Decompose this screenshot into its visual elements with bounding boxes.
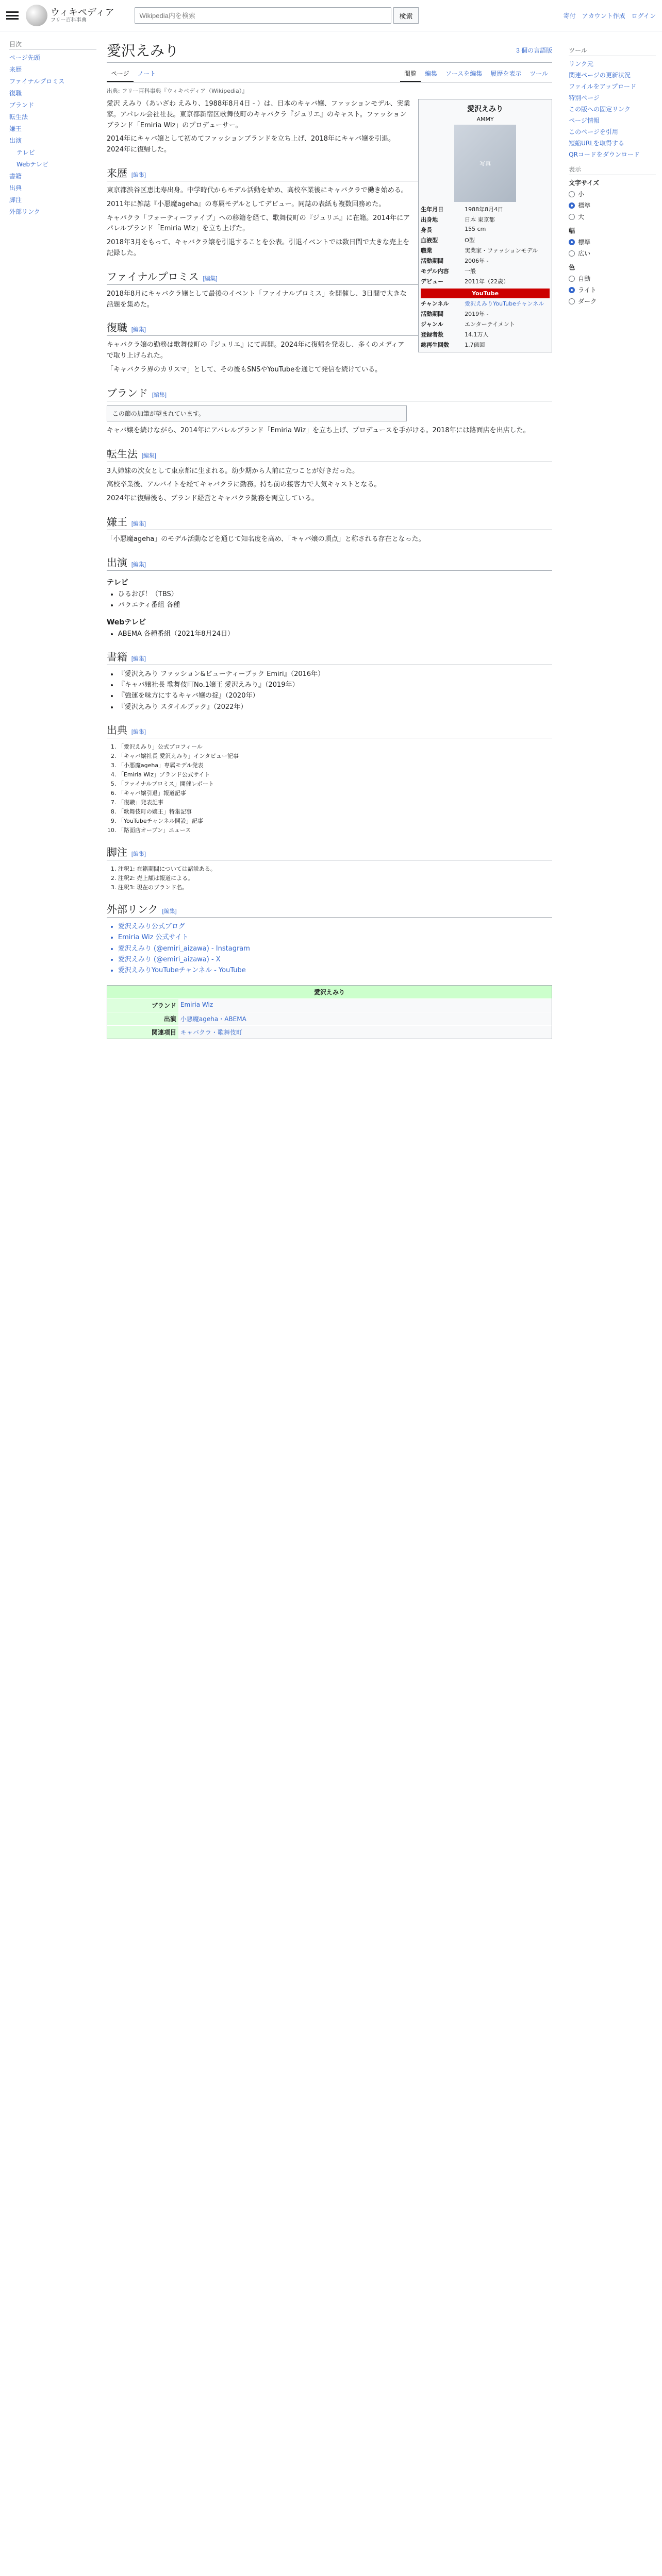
section-heading	[107, 901, 552, 918]
navbox-value[interactable]: Emiria Wiz	[178, 999, 552, 1012]
personal-links	[564, 11, 656, 20]
login-link[interactable]: ログイン	[631, 12, 656, 20]
section-title: ファイナルプロミス	[106, 270, 199, 283]
toc-item[interactable]: 嫌王	[9, 125, 22, 132]
external-link[interactable]: • 愛沢えみり (@emiri_aizawa) - X	[118, 955, 552, 965]
infobox-value: 2006年 -	[465, 258, 489, 264]
infobox-value: O型	[465, 237, 475, 244]
radio-label: ライト	[578, 286, 597, 294]
external-link[interactable]: • 愛沢えみりYouTubeチャンネル - YouTube	[118, 965, 552, 976]
search-input[interactable]	[135, 7, 391, 24]
infobox-row	[421, 245, 550, 256]
tool-link[interactable]: QRコードをダウンロード	[569, 151, 640, 158]
infobox-row	[421, 214, 550, 225]
width-standard-radio[interactable]	[569, 238, 656, 246]
edit-link[interactable]: [編集]	[141, 452, 156, 459]
infobox-value: 一般	[465, 268, 476, 275]
portrait-image[interactable]	[454, 125, 516, 202]
toc-item[interactable]: 来歴	[9, 66, 22, 73]
subsection-title: テレビ	[106, 578, 128, 587]
navbox-key: ブランド	[107, 999, 178, 1012]
radio-label: 標準	[578, 239, 591, 246]
infobox-value: エンターテイメント	[465, 321, 515, 328]
radio-label: 小	[578, 191, 585, 198]
edit-link[interactable]: [編集]	[131, 327, 146, 333]
toc-item[interactable]: 脚注	[9, 196, 22, 204]
section-title: 復職	[106, 321, 127, 334]
intro-paragraph: 愛沢 えみり（あいざわ えみり、1988年8月4日 - ）は、日本のキャバ嬢、ファッションモデル、実業家。アパレル会社社長。東京都新宿区歌舞伎町のキャバクラ『ジュリエ』のキャスト。ファッションブランド「Emiria Wiz」のプロデューサー。	[106, 100, 410, 129]
infobox-row	[421, 340, 550, 350]
tab-tools[interactable]: ツール	[529, 70, 549, 77]
tab-edit-source[interactable]: ソースを編集	[445, 70, 483, 77]
subsection-title: Webテレビ	[106, 618, 146, 627]
section-title: 出演	[106, 556, 127, 569]
youtube-section-header: YouTube	[421, 289, 550, 298]
infobox-row	[421, 309, 550, 319]
radio-label: 標準	[578, 202, 591, 209]
edit-link[interactable]: [編集]	[131, 561, 146, 568]
reference-item[interactable]: 1. 「愛沢えみり」公式プロフィール	[118, 742, 552, 751]
tab-talk[interactable]: ノート	[137, 70, 156, 77]
infobox-value: 1.7億回	[465, 342, 485, 348]
paragraph: 2018年3月をもって、キャバクラ嬢を引退することを公表。引退イベントでは数日間で大きな売上を記録した。	[106, 239, 409, 257]
section-heading	[107, 446, 552, 462]
infobox-value: 14.1万人	[465, 331, 489, 338]
radio-selected-icon	[569, 287, 575, 293]
infobox-row	[421, 256, 550, 266]
tab-read[interactable]: 閲覧	[400, 66, 421, 82]
infobox-row	[421, 319, 550, 329]
edit-link[interactable]: [編集]	[131, 851, 146, 858]
external-link[interactable]: • Emiria Wiz 公式サイト	[118, 933, 552, 943]
section-title: 出典	[106, 723, 127, 736]
logo-title: ウィキペディア	[51, 7, 114, 18]
infobox-value: 日本 東京都	[465, 216, 495, 223]
notes-list	[107, 865, 552, 892]
tool-link[interactable]: この版への固定リンク	[569, 106, 631, 113]
radio-selected-icon	[569, 202, 575, 209]
language-button[interactable]: 3 個の言語版	[516, 46, 553, 54]
section-title: 脚注	[106, 846, 127, 859]
youtube-channel-link[interactable]: 愛沢えみりYouTubeチャンネル	[465, 300, 544, 307]
section-heading	[107, 554, 552, 571]
infobox-key: チャンネル	[421, 300, 449, 307]
list-item: • 『キャバ嬢社長 歌舞伎町No.1嬢王 愛沢えみり』（2019年）	[118, 680, 552, 690]
tool-link[interactable]: ページ情報	[569, 117, 600, 124]
expand-notice: この節の加筆が望まれています。	[107, 405, 407, 421]
navbox-value[interactable]: キャバクラ・歌舞伎町	[178, 1026, 552, 1039]
infobox-key: デビュー	[421, 278, 444, 285]
radio-label: ダーク	[578, 298, 597, 305]
section-title: 書籍	[106, 651, 127, 664]
tool-link[interactable]: このページを引用	[569, 128, 618, 135]
infobox-key: 血液型	[421, 237, 438, 244]
article-content	[102, 31, 562, 1039]
create-account-link[interactable]: アカウント作成	[582, 12, 625, 20]
infobox-value: 2011年（22歳）	[465, 278, 509, 285]
books-list	[107, 669, 552, 713]
navbox-key: 関連項目	[107, 1026, 178, 1039]
paragraph: 東京都渋谷区恵比寿出身。中学時代からモデル活動を始め、高校卒業後にキャバクラで働き始める。	[106, 186, 408, 194]
infobox-value: 2019年 -	[465, 311, 489, 317]
radio-icon	[569, 298, 575, 304]
edit-link[interactable]: [編集]	[131, 728, 146, 735]
page-title: 愛沢えみり	[106, 42, 179, 59]
infobox-name: 愛沢えみり	[467, 105, 504, 113]
tool-link[interactable]: 関連ページの更新状況	[569, 72, 631, 79]
list-item: • 『愛沢えみり スタイルブック』（2022年）	[118, 702, 552, 713]
list-item[interactable]: • バラエティ番組 各種	[118, 600, 552, 611]
width-wide-radio[interactable]	[569, 249, 656, 258]
infobox-key: モデル内容	[421, 268, 449, 275]
edit-link[interactable]: [編集]	[131, 656, 146, 663]
section-heading	[107, 722, 552, 738]
reference-item[interactable]: 6. 「キャバ嬢引退」報道記事	[118, 789, 552, 798]
tools-sidebar	[562, 31, 662, 1039]
radio-icon	[569, 214, 575, 220]
paragraph: キャバ嬢を続けながら、2014年にアパレルブランド「Emiria Wiz」を立ち上げ、プロデュースを手がける。2018年には路面店を出店した。	[106, 426, 530, 434]
toc-subitem[interactable]: テレビ	[16, 149, 35, 156]
reference-item[interactable]: 4. 「Emiria Wiz」ブランド公式サイト	[118, 770, 552, 779]
section-heading	[107, 649, 552, 665]
paragraph: 高校卒業後、アルバイトを経てキャバクラに勤務。持ち前の接客力で人気キャストとなる。	[106, 481, 381, 489]
navbox-row	[107, 998, 552, 1012]
note-item: 1. 注釈1: 在籍期間については諸説ある。	[118, 865, 552, 873]
toc-item[interactable]: 転生法	[9, 113, 28, 121]
section-title: 転生法	[106, 447, 138, 460]
external-links-list	[107, 922, 552, 976]
wikipedia-logo[interactable]	[26, 5, 114, 26]
top-bar	[0, 0, 662, 31]
color-light-radio[interactable]	[569, 285, 656, 294]
toc-item[interactable]: ファイナルプロミス	[9, 78, 65, 85]
paragraph: 2018年8月にキャバクラ嬢として最後のイベント「ファイナルプロミス」を開催し、3日間で大きな話題を集めた。	[106, 290, 407, 309]
navbox-key: 出演	[107, 1012, 178, 1025]
infobox-row	[421, 329, 550, 340]
external-link[interactable]: • 愛沢えみり (@emiri_aizawa) - Instagram	[118, 944, 552, 954]
reference-item[interactable]: 3. 「小悪魔ageha」専属モデル発表	[118, 761, 552, 770]
logo-subtitle: フリー百科事典	[51, 18, 87, 24]
section-title: 外部リンク	[106, 903, 158, 916]
toc-item[interactable]: 外部リンク	[9, 208, 40, 215]
toc-item[interactable]: 復職	[9, 90, 22, 97]
navbox-row	[107, 1025, 552, 1039]
tab-history[interactable]: 履歴を表示	[490, 70, 522, 77]
donate-link[interactable]: 寄付	[563, 12, 576, 20]
navbox	[107, 985, 552, 1039]
infobox-key: 生年月日	[421, 206, 444, 213]
list-item[interactable]: • ひるおび！（TBS）	[118, 589, 552, 600]
tab-page[interactable]: ページ	[107, 66, 134, 82]
list-item[interactable]: • ABEMA 各種番組（2021年8月24日）	[118, 629, 552, 639]
toc-item[interactable]: 出典	[9, 184, 22, 192]
infobox-value: 155 cm	[465, 226, 486, 232]
section-title: 嫌王	[106, 515, 127, 528]
toc-item[interactable]: 書籍	[9, 173, 22, 180]
color-label: 色	[569, 264, 575, 271]
toc-heading: 目次	[9, 40, 96, 50]
section-heading	[107, 844, 552, 860]
tool-link[interactable]: 特別ページ	[569, 94, 600, 101]
section-heading	[107, 385, 552, 401]
toc-item[interactable]: ページ先頭	[9, 54, 40, 61]
references-list	[107, 742, 552, 835]
infobox-key: 登録者数	[421, 331, 444, 338]
navbox-row	[107, 1012, 552, 1025]
appearance-heading: 表示	[569, 165, 656, 175]
infobox-key: 総再生回数	[421, 342, 450, 348]
paragraph: キャバクラ嬢の勤務は歌舞伎町の『ジュリエ』にて再開。2024年に復帰を発表し、多くのメディアで取り上げられた。	[106, 341, 405, 360]
web-list	[107, 629, 552, 639]
text-size-large-radio[interactable]	[569, 212, 656, 221]
tab-edit[interactable]: 編集	[424, 70, 437, 77]
note-item: 3. 注釈3: 現在のブランド名。	[118, 883, 552, 892]
reference-item[interactable]: 9. 「YouTubeチャンネル開設」記事	[118, 817, 552, 825]
toc-sidebar	[0, 31, 102, 1039]
note-item: 2. 注釈2: 売上額は報道による。	[118, 874, 552, 883]
tool-link[interactable]: リンク元	[569, 60, 593, 67]
reference-item[interactable]: 10. 「路面店オープン」ニュース	[118, 826, 552, 835]
paragraph: 「小悪魔ageha」のモデル活動などを通じて知名度を高め、「キャバ嬢の頂点」と称される存在となった。	[106, 535, 425, 543]
edit-link[interactable]: [編集]	[131, 520, 146, 527]
tv-list	[107, 589, 552, 611]
radio-icon	[569, 191, 575, 197]
text-size-standard-radio[interactable]	[569, 201, 656, 210]
edit-link[interactable]: [編集]	[203, 275, 218, 282]
section-title: ブランド	[106, 386, 148, 399]
tools-heading: ツール	[569, 46, 656, 56]
radio-label: 大	[578, 213, 585, 221]
infobox-row	[421, 225, 550, 235]
paragraph: 「キャバクラ界のカリスマ」として、その後もSNSやYouTubeを通じて発信を続けている。	[106, 365, 382, 374]
section-title: 来歴	[106, 166, 127, 179]
page-title-bar	[107, 40, 552, 63]
toc-item[interactable]: 出演	[9, 137, 22, 144]
infobox-name-en: AMMY	[476, 116, 494, 123]
color-dark-radio[interactable]	[569, 297, 656, 306]
page-source-line: 出典: フリー百科事典『ウィキペディア（Wikipedia）』	[106, 88, 248, 94]
infobox-row	[421, 298, 550, 309]
toc-item[interactable]: ブランド	[9, 101, 35, 109]
width-label: 幅	[569, 227, 575, 234]
color-auto-radio[interactable]	[569, 274, 656, 283]
globe-icon	[26, 5, 47, 26]
list-item: • 『強運を味方にするキャバ嬢の掟』（2020年）	[118, 691, 552, 701]
infobox-key: 活動期間	[421, 258, 444, 264]
radio-icon	[569, 250, 575, 257]
paragraph: 2011年に雑誌『小悪魔ageha』の専属モデルとしてデビュー。同誌の表紙も複数回務めた。	[106, 200, 386, 208]
edit-link[interactable]: [編集]	[131, 172, 146, 178]
radio-selected-icon	[569, 239, 575, 245]
reference-item[interactable]: 7. 「復職」発表記事	[118, 798, 552, 807]
infobox-value: 実業家・ファッションモデル	[465, 247, 538, 254]
infobox-row	[421, 204, 550, 214]
infobox-key: 身長	[421, 227, 433, 233]
paragraph: 3人姉妹の次女として東京都に生まれる。幼少期から人前に立つことが好きだった。	[106, 467, 359, 475]
menu-icon[interactable]	[6, 11, 19, 20]
infobox-row	[421, 276, 550, 286]
radio-label: 広い	[578, 250, 591, 257]
infobox	[418, 99, 552, 352]
infobox-row	[421, 235, 550, 245]
search-button[interactable]: 検索	[393, 7, 418, 24]
external-link[interactable]: • 愛沢えみり公式ブログ	[118, 922, 552, 932]
reference-item[interactable]: 2. 「キャバ嬢社長 愛沢えみり」インタビュー記事	[118, 752, 552, 760]
navbox-title[interactable]: 愛沢えみり	[107, 986, 552, 998]
toc-subitem[interactable]: Webテレビ	[16, 161, 48, 168]
navbox-value[interactable]: 小悪魔ageha・ABEMA	[178, 1012, 552, 1025]
edit-link[interactable]: [編集]	[162, 908, 177, 915]
text-size-label: 文字サイズ	[569, 179, 600, 187]
image-caption: 写真	[479, 160, 491, 167]
intro-paragraph: 2014年にキャバ嬢として初めてファッションブランドを立ち上げ、2018年にキャバ嬢を引退。2024年に復帰した。	[106, 135, 395, 154]
tool-link[interactable]: ファイルをアップロード	[569, 83, 637, 90]
infobox-value: 1988年8月4日	[465, 206, 504, 213]
page-tabs	[107, 66, 552, 82]
edit-link[interactable]: [編集]	[152, 392, 167, 398]
paragraph: キャバクラ「フォーティーファイブ」への移籍を経て、歌舞伎町の『ジュリエ』に在籍。2014年にアパレルブランド「Emiria Wiz」を立ち上げた。	[106, 214, 410, 233]
infobox-key: 活動期間	[421, 311, 444, 317]
infobox-key: 出身地	[421, 216, 438, 223]
paragraph: 2024年に復帰後も、ブランド経営とキャバクラ勤務を両立している。	[106, 495, 318, 503]
reference-item[interactable]: 8. 「歌舞伎町の嬢王」特集記事	[118, 807, 552, 816]
infobox-key: ジャンル	[421, 321, 443, 328]
infobox-key: 職業	[421, 247, 433, 254]
reference-item[interactable]: 5. 「ファイナルプロミス」開催レポート	[118, 779, 552, 788]
infobox-row	[421, 266, 550, 276]
text-size-small-radio[interactable]	[569, 190, 656, 198]
radio-label: 自動	[578, 275, 591, 282]
tool-link[interactable]: 短縮URLを取得する	[569, 140, 624, 147]
list-item: • 『愛沢えみり ファッション&ビューティーブック Emiri』（2016年）	[118, 669, 552, 680]
section-heading	[107, 514, 552, 530]
search-bar	[135, 7, 418, 24]
radio-icon	[569, 276, 575, 282]
